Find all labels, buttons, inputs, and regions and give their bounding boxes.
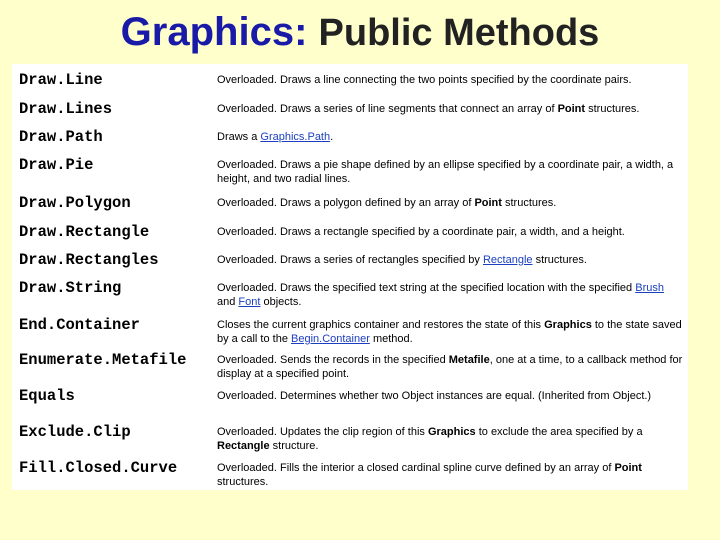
method-description [217, 158, 683, 186]
method-name: End.Container [19, 316, 140, 334]
title-subject: Public Methods [318, 12, 600, 54]
description-text: Overloaded. Draws a line connecting the two points specified by the coordinate pairs. [217, 74, 632, 86]
doc-link[interactable]: Font [238, 296, 261, 308]
description-text: Overloaded. Draws the specified text string at the specified location with the specified [217, 282, 636, 294]
method-description [217, 73, 683, 87]
description-text: Overloaded. Draws a series of rectangles specified by [217, 254, 483, 266]
method-name: Draw.Rectangles [19, 251, 159, 269]
method-name: Draw.Rectangle [19, 223, 150, 241]
bold-term: Graphics [427, 426, 476, 438]
doc-link[interactable]: Rectangle [482, 254, 533, 266]
method-name: Fill.Closed.Curve [19, 459, 178, 477]
description-text: structures. [585, 103, 640, 115]
method-description [217, 253, 683, 267]
description-text: and [217, 296, 239, 308]
method-name: Equals [19, 387, 75, 405]
description-text: method. [369, 333, 413, 345]
doc-link[interactable]: Brush [635, 282, 664, 294]
description-text: Overloaded. Sends the records in the specified [217, 354, 449, 366]
method-name: Exclude.Clip [19, 423, 131, 441]
page-title [0, 8, 720, 57]
description-text: structure. [269, 440, 319, 452]
bold-term: Point [614, 462, 642, 474]
description-text: Overloaded. Updates the clip region of this [217, 426, 428, 438]
method-description [217, 461, 683, 489]
description-text: structures. [217, 476, 269, 488]
description-text: Overloaded. Fills the interior a closed cardinal spline curve defined by an array of [217, 462, 615, 474]
description-text: objects. [260, 296, 302, 308]
method-description [217, 196, 683, 210]
method-name: Draw.Line [19, 71, 103, 89]
doc-link[interactable]: Graphics.Path [260, 131, 331, 143]
description-text: . [330, 131, 334, 143]
method-name: Enumerate.Metafile [19, 351, 187, 369]
description-text: Draws a [217, 131, 261, 143]
method-description [217, 225, 683, 239]
description-text: to exclude the area specified by a [475, 426, 643, 438]
description-text: structures. [532, 254, 587, 266]
description-text: structures. [501, 197, 557, 209]
bold-term: Metafile [448, 354, 490, 366]
method-description [217, 353, 683, 381]
description-text: Overloaded. Draws a polygon defined by an array of [217, 197, 475, 209]
bold-term: Rectangle [217, 440, 270, 452]
description-text: , one at a time, to a callback method for display at a specified point. [217, 354, 683, 380]
method-description [217, 281, 683, 309]
description-text: Overloaded. Draws a pie shape defined by an ellipse specified by a coordinate pair, a width, a height, and two radial lines. [217, 159, 674, 185]
bold-term: Point [474, 197, 502, 209]
method-description [217, 389, 683, 403]
method-name: Draw.String [19, 279, 122, 297]
bold-term: Graphics [544, 319, 592, 331]
method-name: Draw.Pie [19, 156, 94, 174]
methods-table [12, 64, 688, 490]
description-text: Overloaded. Draws a series of line segments that connect an array of [217, 103, 558, 115]
description-text: Closes the current graphics container and restores the state of this [217, 319, 545, 331]
bold-term: Point [557, 103, 586, 115]
method-description [217, 102, 683, 116]
method-name: Draw.Path [19, 128, 103, 146]
method-name: Draw.Lines [19, 100, 113, 118]
description-text: Overloaded. Draws a rectangle specified by a coordinate pair, a width, and a height. [217, 226, 625, 238]
title-class-name: Graphics: [120, 10, 308, 54]
description-text: to the state saved by a call to the [217, 319, 682, 345]
method-description [217, 130, 683, 144]
doc-link[interactable]: Begin.Container [291, 333, 370, 345]
method-name: Draw.Polygon [19, 194, 131, 212]
method-description [217, 318, 683, 346]
method-description [217, 425, 683, 453]
description-text: Overloaded. Determines whether two Object instances are equal. (Inherited from Object.) [217, 390, 652, 402]
